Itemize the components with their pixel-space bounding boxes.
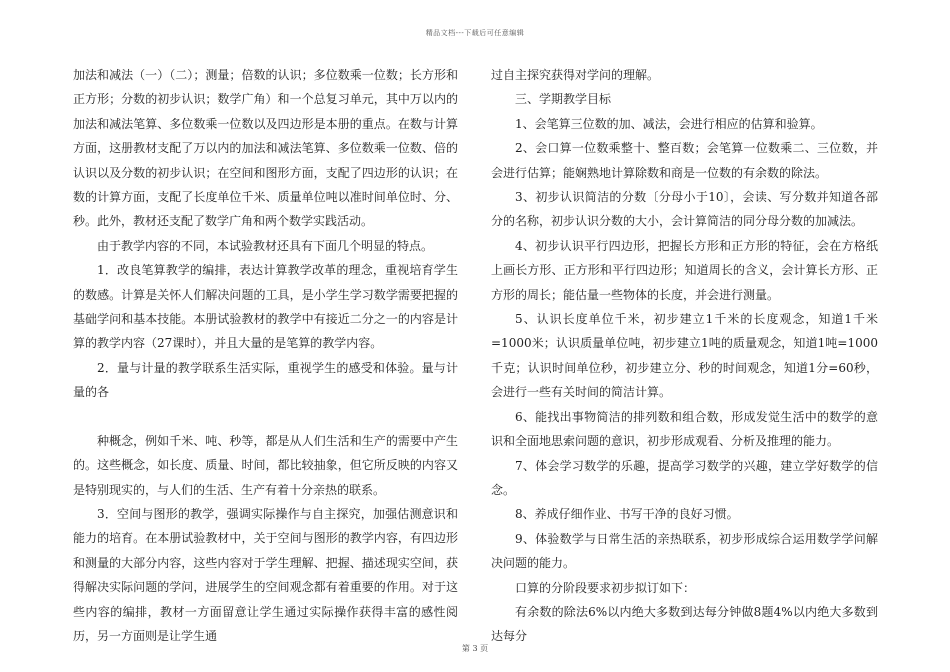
- paragraph: 7、体会学习数学的乐趣，提高学习数学的兴趣，建立学好数学的信念。: [491, 458, 878, 497]
- paragraph: 2．量与计量的教学联系生活实际，重视学生的感受和体验。量与计量的各: [73, 360, 458, 400]
- paragraph: 由于教学内容的不同，本试验教材还具有下面几个明显的特点。: [97, 238, 434, 253]
- paragraph: 4、初步认识平行四边形，把握长方形和正方形的特征，会在方格纸上画长方形、正方形和平行四边形；知道周长的含义，会计算长方形、正方形的周长；能估量一些物体的长度，并会进行测量。: [491, 238, 878, 302]
- paragraph: 1．改良笔算教学的编排，表达计算教学改革的理念，重视培育学生的数感。计算是关怀人们解决问题的工具，是小学生学习数学需要把握的基础学问和基本技能。本册试验教材的教学中有接近二分之一的内容是计算的教学内容（27课时），并且大量的是笔算的教学内容。: [73, 263, 458, 351]
- page-number: 第 3 页: [461, 644, 489, 653]
- paragraph: 3．空间与图形的教学，强调实际操作与自主探究，加强估测意识和能力的培育。在本册试验教材中，关于空间与图形的教学内容，有四边形和测量的大部分内容，这些内容对于学生理解、把握、描述现实空间，获得解决实际问题的学问，进展学生的空间观念都有着重要的作用。对于这些内容的编排，教材一方面留意让学生通过实际操作获得丰富的感性阅历，另一方面则是让学生通: [73, 506, 458, 643]
- page-header: 精品文档---下载后可任意编辑: [425, 29, 525, 37]
- paragraph: 过自主探究获得对学问的理解。: [491, 68, 660, 82]
- paragraph: 2、会口算一位数乘整十、整百数；会笔算一位数乘二、三位数，并会进行估算；能娴熟地计算除数和商是一位数的有余数的除法。: [491, 141, 878, 180]
- paragraph: 加法和减法（一）（二）；测量；倍数的认识；多位数乘一位数；长方形和正方形；分数的初步认识；数学广角）和一个总复习单元，其中万以内的加法和减法笔算、多位数乘一位数以及四边形是本册的重点。在数与计算方面，这册教材支配了万以内的加法和减法笔算、多位数乘一位数、倍的认识以及分数的初步认识；在空间和图形方面，支配了四边形的认识；在数的计算方面，支配了长度单位千米、质量单位吨以准时间单位时、分、秒。此外，教材还支配了数学广角和两个数学实践活动。: [73, 68, 458, 229]
- paragraph: 5、认识长度单位千米，初步建立1千米的长度观念，知道1千米=1000米；认识质量单位吨，初步建立1吨的质量观念，知道1吨=1000千克；认识时间单位秒，初步建立分、秒的时间观念，知道1分=60秒，会进行一些有关时间的简洁计算。: [491, 312, 878, 400]
- paragraph: 3、初步认识简洁的分数〔分母小于10〕，会读、写分数并知道各部分的名称，初步认识分数的大小，会计算简洁的同分母分数的加减法。: [491, 190, 878, 229]
- paragraph: 种概念，例如千米、吨、秒等，都是从人们生活和生产的需要中产生的。这些概念，如长度、质量、时间，都比较抽象，但它所反映的内容又是特别现实的，与人们的生活、生产有着十分亲热的联系。: [73, 433, 458, 497]
- paragraph: 口算的分阶段要求初步拟订如下：: [515, 580, 696, 595]
- paragraph: 8、养成仔细作业、书写干净的良好习惯。: [515, 507, 739, 522]
- left-column: [73, 63, 458, 648]
- paragraph-gap: [73, 405, 458, 429]
- paragraph: 三、学期教学目标: [515, 92, 612, 107]
- paragraph: 9、体验数学与日常生活的亲热联系，初步形成综合运用数学学问解决问题的能力。: [491, 531, 878, 571]
- paragraph: 6、能找出事物简洁的排列数和组合数，形成发觉生活中的数学的意识和全面地思索问题的意识，初步形成观看、分析及推理的能力。: [491, 409, 878, 449]
- paragraph: 有余数的除法6%以内绝大多数到达每分钟做8题4%以内绝大多数到达每分: [491, 604, 878, 644]
- right-column: [491, 63, 878, 649]
- paragraph: 1、会笔算三位数的加、减法，会进行相应的估算和验算。: [515, 116, 823, 131]
